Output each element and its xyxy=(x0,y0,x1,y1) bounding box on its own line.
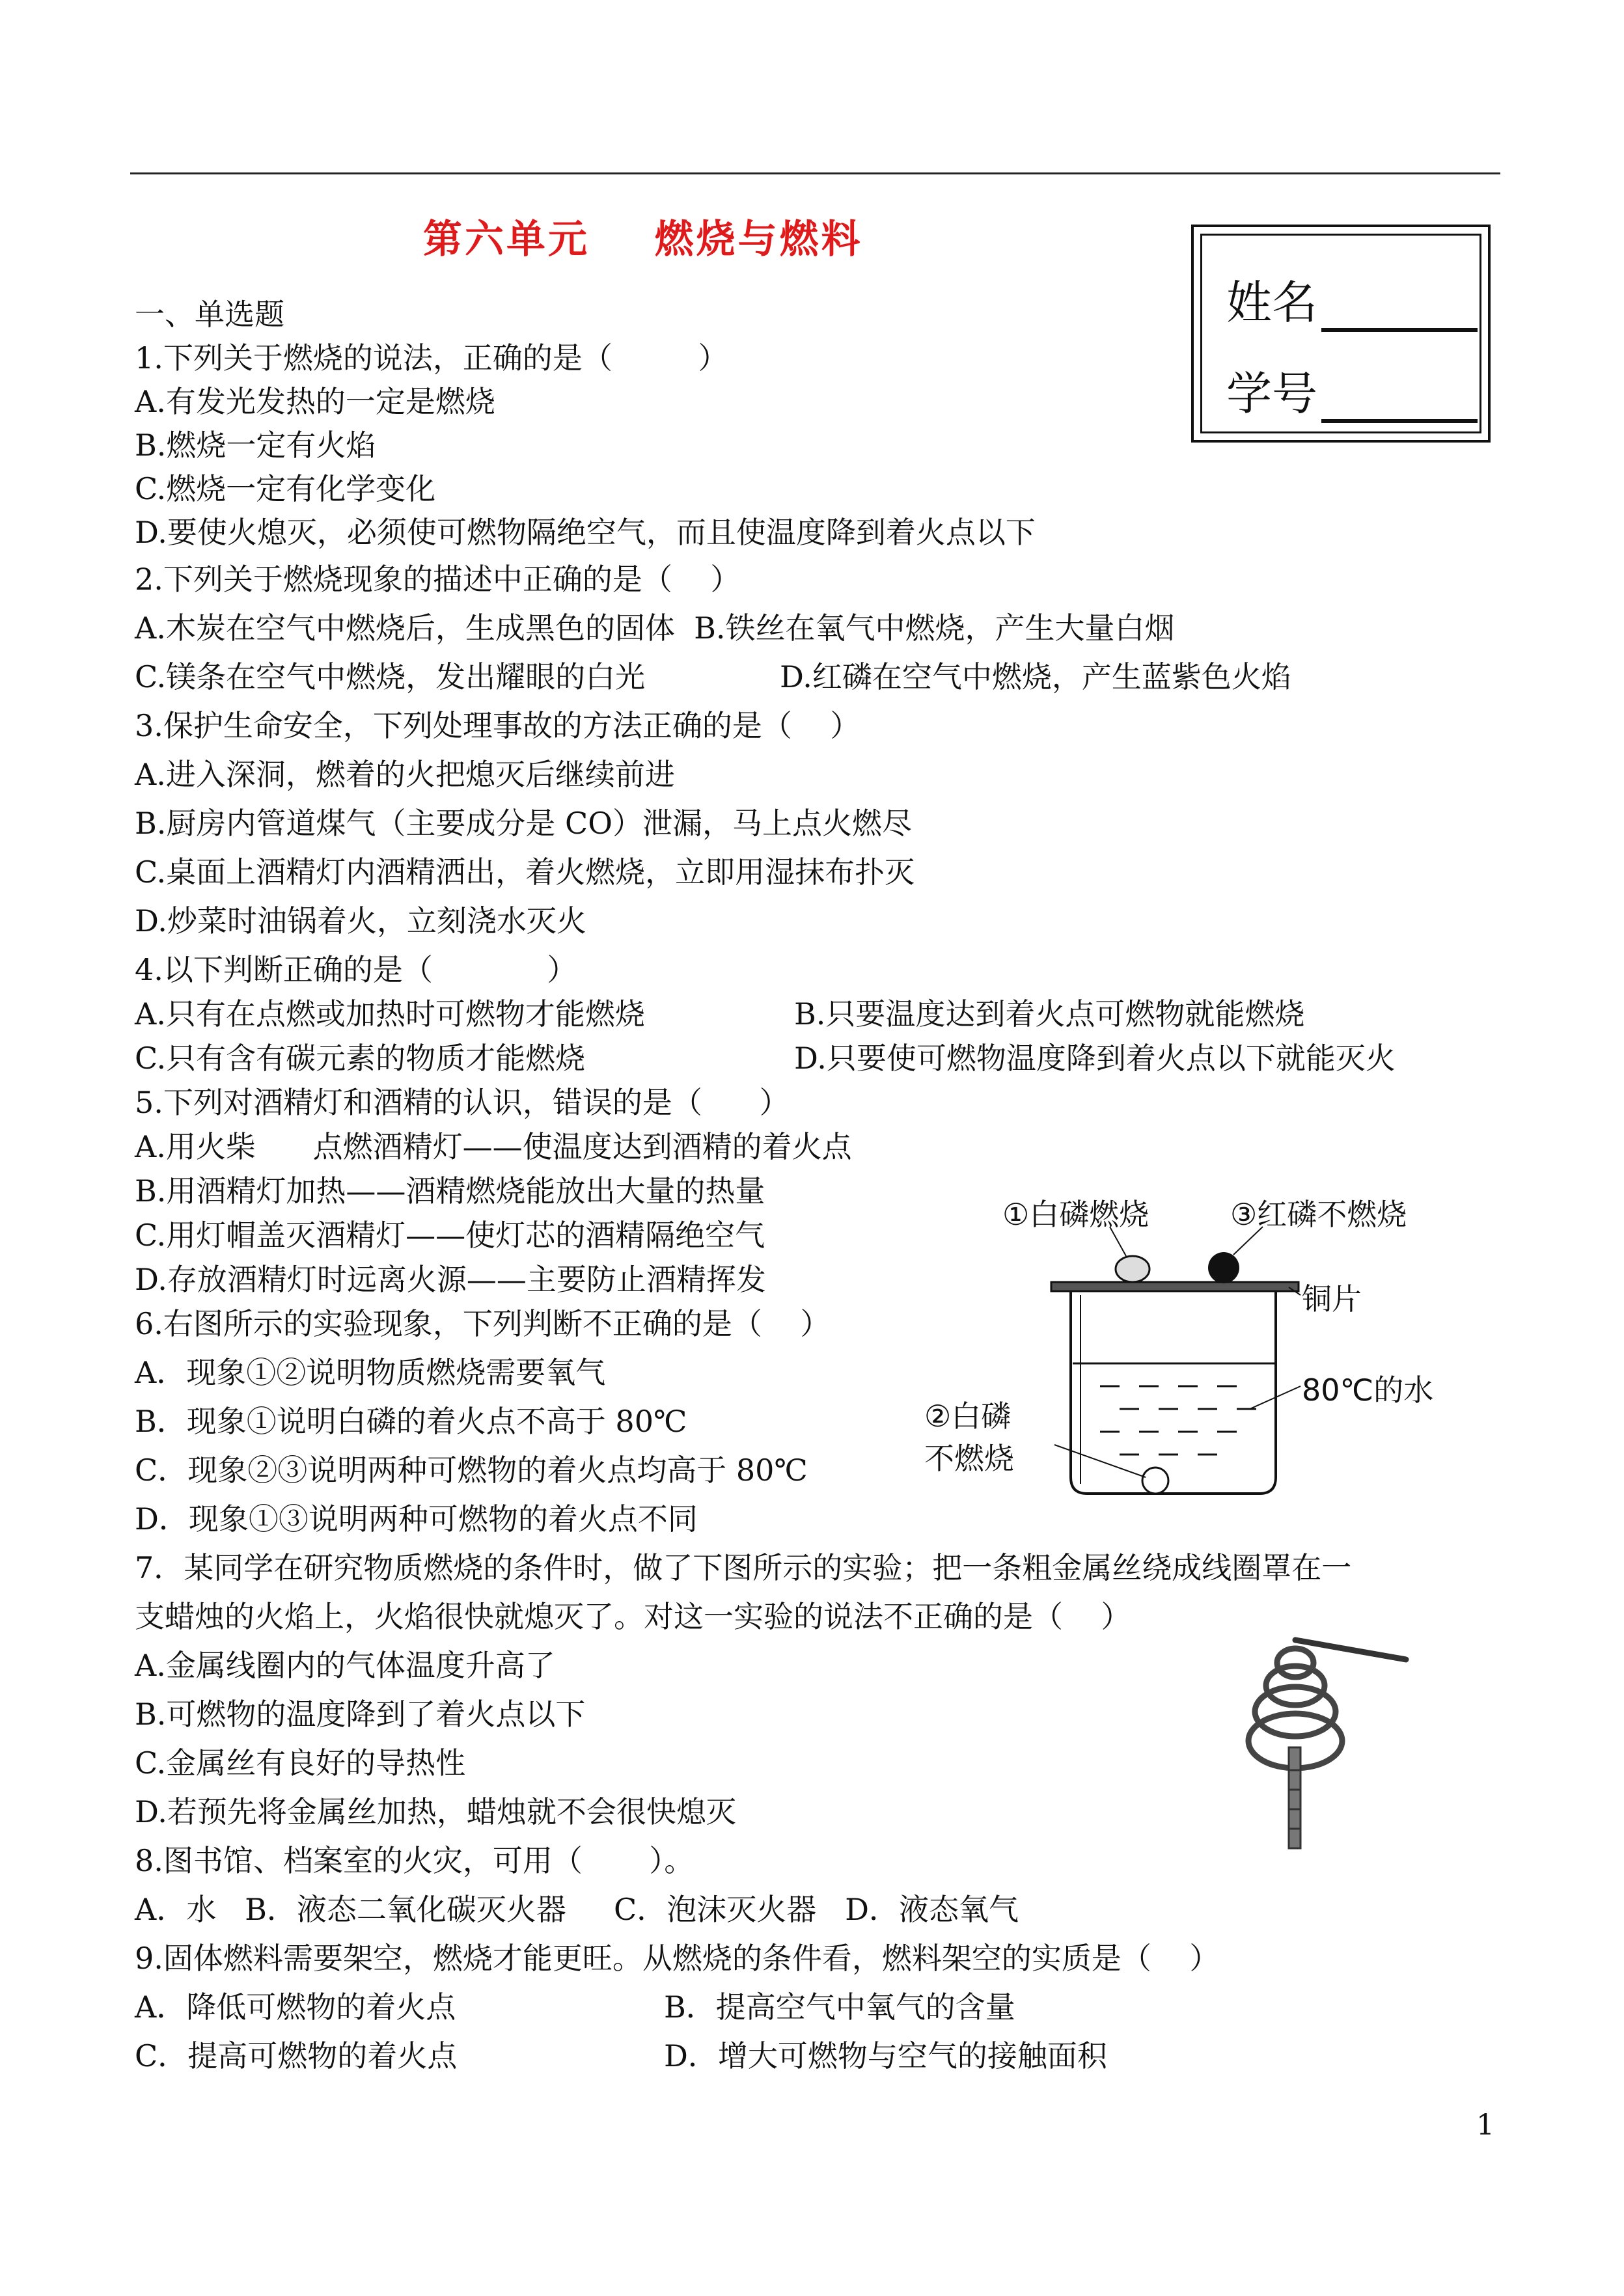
q9-option-c: C．提高可燃物的着火点 xyxy=(135,2038,458,2073)
q7-stem-line2: 支蜡烛的火焰上，火焰很快就熄灭了。对这一实验的说法不正确的是（ ） xyxy=(135,1599,1131,1634)
q4-option-c: C.只有含有碳元素的物质才能燃烧 xyxy=(135,1041,586,1076)
q7-stem-line1: 7．某同学在研究物质燃烧的条件时，做了下图所示的实验；把一条粗金属丝绕成线圈罩在一 xyxy=(135,1550,1352,1585)
q6-option-a: A．现象①②说明物质燃烧需要氧气 xyxy=(135,1355,606,1390)
page-number: 1 xyxy=(1476,2109,1494,2142)
coil-drawing xyxy=(1237,1614,1432,1861)
q2-options-ab: A.木炭在空气中燃烧后，生成黑色的固体 B.铁丝在氧气中燃烧，产生大量白烟 xyxy=(135,610,1175,646)
q5-stem: 5.下列对酒精灯和酒精的认识，错误的是（ ） xyxy=(135,1085,790,1120)
top-rule xyxy=(130,172,1500,174)
id-label: 学号 xyxy=(1226,367,1317,420)
q6-option-b: B．现象①说明白磷的着火点不高于 80℃ xyxy=(135,1404,687,1439)
q7-option-b: B.可燃物的温度降到了着火点以下 xyxy=(135,1697,586,1732)
phosphorus-experiment-figure xyxy=(924,1191,1478,1529)
q5-option-d: D.存放酒精灯时远离火源——主要防止酒精挥发 xyxy=(135,1262,766,1297)
q3-stem: 3.保护生命安全，下列处理事故的方法正确的是（ ） xyxy=(135,708,860,743)
q4-option-d: D.只要使可燃物温度降到着火点以下就能灭火 xyxy=(794,1041,1396,1076)
fig1-label-white-burn: ①白磷燃烧 xyxy=(1002,1197,1149,1232)
name-blank xyxy=(1321,294,1478,332)
q1-option-c: C.燃烧一定有化学变化 xyxy=(135,471,436,506)
q5-option-b: B.用酒精灯加热——酒精燃烧能放出大量的热量 xyxy=(135,1173,765,1209)
q3-option-c: C.桌面上酒精灯内酒精洒出，着火燃烧，立即用湿抹布扑灭 xyxy=(135,854,915,890)
q9-stem: 9.固体燃料需要架空，燃烧才能更旺。从燃烧的条件看，燃料架空的实质是（ ） xyxy=(135,1941,1220,1976)
name-row xyxy=(1226,266,1478,332)
q1-stem: 1.下列关于燃烧的说法，正确的是（ ） xyxy=(135,340,728,376)
q4-option-b: B.只要温度达到着火点可燃物就能燃烧 xyxy=(794,996,1305,1032)
wire-coil-candle-figure xyxy=(1237,1614,1432,1861)
fig1-label-copper: 铜片 xyxy=(1302,1281,1362,1317)
fig1-label-noburn: 不燃烧 xyxy=(924,1441,1014,1476)
q2-option-c: C.镁条在空气中燃烧，发出耀眼的白光 xyxy=(135,659,646,694)
id-blank xyxy=(1321,385,1478,423)
q3-option-b: B.厨房内管道煤气（主要成分是 CO）泄漏，马上点火燃尽 xyxy=(135,806,912,841)
q6-option-d: D．现象①③说明两种可燃物的着火点不同 xyxy=(135,1501,698,1537)
q5-option-a: A.用火柴 点燃酒精灯——使温度达到酒精的着火点 xyxy=(135,1129,852,1164)
q4-option-a: A.只有在点燃或加热时可燃物才能燃烧 xyxy=(135,996,645,1032)
section-heading: 一、单选题 xyxy=(135,297,284,332)
q9-option-d: D．增大可燃物与空气的接触面积 xyxy=(664,2038,1107,2073)
q2-stem: 2.下列关于燃烧现象的描述中正确的是（ ） xyxy=(135,562,741,597)
q7-option-d: D.若预先将金属丝加热，蜡烛就不会很快熄灭 xyxy=(135,1794,736,1829)
q1-option-d: D.要使火熄灭，必须使可燃物隔绝空气，而且使温度降到着火点以下 xyxy=(135,515,1036,550)
q1-option-a: A.有发光发热的一定是燃烧 xyxy=(135,384,495,419)
name-label: 姓名 xyxy=(1226,276,1317,329)
q4-stem: 4.以下判断正确的是（ ） xyxy=(135,952,577,987)
q6-stem: 6.右图所示的实验现象，下列判断不正确的是（ ） xyxy=(135,1306,831,1341)
fig1-label-red-noburn: ③红磷不燃烧 xyxy=(1230,1197,1407,1232)
name-id-box xyxy=(1191,225,1491,443)
q8-stem: 8.图书馆、档案室的火灾，可用（ ）。 xyxy=(135,1843,695,1878)
q6-option-c: C．现象②③说明两种可燃物的着火点均高于 80℃ xyxy=(135,1453,808,1488)
beaker-drawing xyxy=(924,1191,1478,1529)
fig1-label-water: 80℃的水 xyxy=(1302,1373,1434,1408)
q3-option-a: A.进入深洞，燃着的火把熄灭后继续前进 xyxy=(135,757,675,792)
q5-option-c: C.用灯帽盖灭酒精灯——使灯芯的酒精隔绝空气 xyxy=(135,1218,765,1253)
q8-options: A．水 B．液态二氧化碳灭火器 C．泡沫灭火器 D．液态氧气 xyxy=(135,1892,1019,1927)
page-title: 第六单元 燃烧与燃料 xyxy=(423,217,863,262)
id-row xyxy=(1226,357,1478,423)
q9-option-b: B．提高空气中氧气的含量 xyxy=(664,1989,1015,2025)
q2-option-d: D.红磷在空气中燃烧，产生蓝紫色火焰 xyxy=(780,659,1291,694)
q1-option-b: B.燃烧一定有火焰 xyxy=(135,428,376,463)
q3-option-d: D.炒菜时油锅着火，立刻浇水灭火 xyxy=(135,903,586,938)
q7-option-a: A.金属线圈内的气体温度升高了 xyxy=(135,1648,555,1683)
q7-option-c: C.金属丝有良好的导热性 xyxy=(135,1745,466,1781)
q9-option-a: A．降低可燃物的着火点 xyxy=(135,1989,456,2025)
fig1-label-white-underwater: ②白磷 xyxy=(924,1399,1012,1434)
